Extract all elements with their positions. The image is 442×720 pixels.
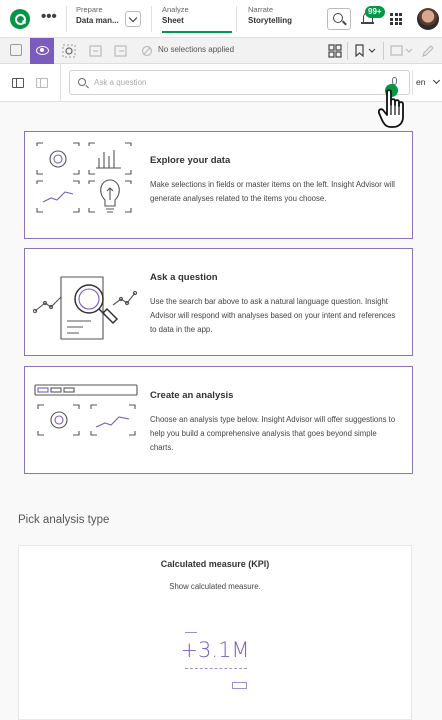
app-launcher-icon[interactable] [390, 13, 402, 25]
bookmark-icon[interactable] [354, 44, 376, 58]
search-button[interactable] [327, 8, 351, 30]
ask-question-input[interactable] [94, 71, 384, 94]
tab-analyze-value: Sheet [162, 16, 184, 25]
card-title: Ask a question [150, 272, 218, 283]
kpi-decoration-box [232, 682, 247, 689]
tab-narrate-value: Storytelling [248, 16, 293, 25]
toolbar-divider [383, 42, 384, 60]
card-description: Use the search bar above to ask a natural language question. Insight Advisor will respond with analyses based on your intent and references to data in the app. [150, 297, 396, 334]
smart-search-icon[interactable] [62, 44, 76, 58]
insight-advisor-bar [0, 64, 442, 102]
kpi-decoration-line [185, 668, 247, 669]
card-title: Create an analysis [150, 390, 234, 401]
chevron-down-icon [433, 77, 440, 84]
tab-analyze[interactable] [162, 5, 232, 33]
sheets-grid-icon[interactable] [328, 44, 342, 58]
language-selector[interactable] [412, 70, 442, 95]
clear-selections-icon[interactable] [141, 45, 153, 57]
tab-narrate-label: Narrate [248, 5, 274, 14]
search-icon [78, 78, 86, 86]
sheet-toolbar [0, 38, 442, 64]
pick-analysis-type-heading: Pick analysis type [18, 514, 110, 526]
tab-prepare-value: Data man... [76, 16, 119, 25]
explore-data-card[interactable] [24, 131, 413, 239]
create-analysis-icon [33, 377, 143, 467]
kpi-card-subtitle: Show calculated measure. [169, 582, 261, 591]
ask-question-card[interactable] [24, 248, 413, 356]
notification-count-badge: 99+ [365, 6, 385, 18]
step-back-icon[interactable] [89, 44, 103, 58]
create-analysis-card[interactable] [24, 366, 413, 474]
toolbar-divider [347, 42, 348, 60]
kpi-decoration-line [185, 632, 197, 633]
kpi-analysis-card[interactable] [18, 545, 412, 720]
nav-divider [66, 6, 67, 32]
left-panel-toggle-icon[interactable] [12, 78, 24, 88]
more-options-icon[interactable]: ••• [41, 8, 57, 25]
tab-prepare-label: Prepare [76, 5, 103, 14]
notes-icon[interactable] [10, 44, 22, 56]
language-value: en [416, 77, 426, 87]
right-panel-toggle-icon[interactable] [36, 78, 48, 88]
edit-pencil-icon[interactable] [421, 44, 435, 58]
card-description: Choose an analysis type below. Insight Advisor will offer suggestions to help you build a comprehensive analysis that goes beyond simple charts. [150, 415, 396, 452]
insight-advisor-button[interactable] [30, 38, 54, 64]
kpi-card-title: Calculated measure (KPI) [160, 559, 270, 569]
top-navigation-bar [0, 0, 442, 38]
card-title: Explore your data [150, 155, 231, 166]
explore-charts-icon [33, 142, 137, 232]
nav-divider [151, 6, 152, 32]
magnifier-document-icon [33, 259, 137, 349]
bar-divider [60, 64, 61, 102]
prepare-dropdown-button[interactable] [125, 11, 141, 27]
step-forward-icon[interactable] [114, 44, 128, 58]
user-avatar[interactable] [417, 8, 439, 30]
story-icon[interactable] [390, 44, 414, 58]
ask-question-box[interactable] [69, 70, 410, 95]
nav-divider [236, 6, 237, 32]
tab-analyze-label: Analyze [162, 5, 189, 14]
tab-narrate[interactable] [248, 5, 318, 33]
card-description: Make selections in fields or master items on the left. Insight Advisor will generate analyses related to the items you choose. [150, 180, 395, 203]
selections-status-text: No selections applied [158, 45, 235, 54]
qlik-logo-icon[interactable] [10, 9, 30, 29]
tab-prepare[interactable] [76, 5, 124, 33]
hand-cursor-icon [378, 88, 412, 130]
kpi-preview-value: +3.1M [180, 638, 250, 662]
